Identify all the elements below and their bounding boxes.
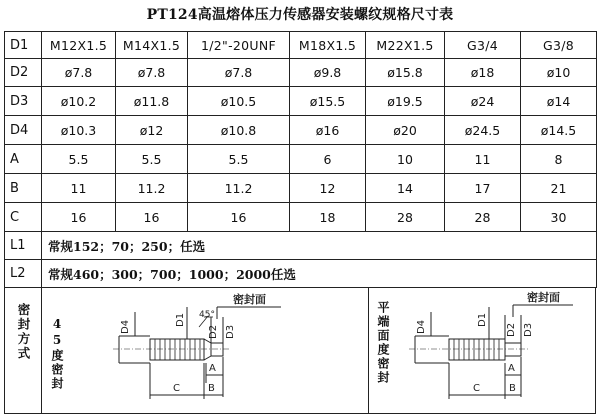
- table-cell: 11: [445, 145, 521, 174]
- table-cell: 12: [290, 174, 366, 203]
- table-cell: 17: [445, 174, 521, 203]
- table-cell: G3/4: [445, 32, 521, 59]
- table-cell: ø24: [445, 87, 521, 116]
- seal-45-label: 45度密封: [50, 317, 64, 391]
- dim-label: A: [209, 363, 216, 374]
- dim-label: D3: [523, 322, 534, 337]
- table-cell: 30: [521, 203, 597, 232]
- table-cell: ø14.5: [521, 116, 597, 145]
- table-cell: ø11.8: [116, 87, 188, 116]
- table-cell: M22X1.5: [366, 32, 445, 59]
- seal-flat-label: 平端面度密封: [376, 301, 390, 385]
- table-row: [5, 203, 597, 232]
- table-cell: ø18: [445, 59, 521, 87]
- table-cell: ø10.3: [42, 116, 116, 145]
- dim-label: D1: [175, 312, 186, 327]
- table-cell: ø19.5: [366, 87, 445, 116]
- table-cell: ø12: [116, 116, 188, 145]
- row-header: D2: [5, 59, 42, 87]
- table-cell: 5.5: [188, 145, 290, 174]
- table-cell: M14X1.5: [116, 32, 188, 59]
- note-row: [5, 232, 597, 260]
- row-header: C: [5, 203, 42, 232]
- table-cell: ø10.2: [42, 87, 116, 116]
- row-header: D3: [5, 87, 42, 116]
- spec-table: [4, 31, 597, 288]
- dim-label: A: [508, 363, 515, 374]
- seal-section: [4, 287, 596, 414]
- divider: [368, 287, 369, 414]
- table-cell: ø20: [366, 116, 445, 145]
- table-cell: 1/2"-20UNF: [188, 32, 290, 59]
- table-cell: ø24.5: [445, 116, 521, 145]
- dim-label: B: [509, 383, 516, 394]
- table-cell: ø7.8: [188, 59, 290, 87]
- seal-flat-drawing: [405, 287, 595, 414]
- angle-label: 45°: [199, 310, 215, 320]
- note-row: [5, 260, 597, 288]
- row-header: D4: [5, 116, 42, 145]
- dim-label: D4: [120, 319, 131, 334]
- table-cell: 6: [290, 145, 366, 174]
- table-cell: 28: [445, 203, 521, 232]
- table-cell: 28: [366, 203, 445, 232]
- row-header: D1: [5, 32, 42, 59]
- table-row: [5, 59, 597, 87]
- table-cell: ø7.8: [116, 59, 188, 87]
- table-cell: 10: [366, 145, 445, 174]
- table-cell: ø16: [290, 116, 366, 145]
- table-cell: M18X1.5: [290, 32, 366, 59]
- table-row: [5, 116, 597, 145]
- table-cell: 8: [521, 145, 597, 174]
- table-cell: G3/8: [521, 32, 597, 59]
- table-row: [5, 32, 597, 59]
- table-cell: 5.5: [116, 145, 188, 174]
- table-row: [5, 87, 597, 116]
- dim-label: D2: [208, 324, 219, 339]
- table-cell: 11: [42, 174, 116, 203]
- table-cell: 18: [290, 203, 366, 232]
- divider: [41, 287, 42, 414]
- dim-label: D2: [506, 322, 517, 337]
- dim-label: D4: [416, 319, 427, 334]
- dim-label: B: [208, 383, 215, 394]
- dim-label: C: [173, 383, 180, 394]
- table-row: [5, 174, 597, 203]
- dim-label: D3: [225, 324, 236, 339]
- row-header: L2: [5, 260, 42, 288]
- note-text: 常规460；300；700；1000；2000任选: [42, 260, 597, 288]
- seal-method-label: 密封方式: [16, 303, 31, 361]
- table-row: [5, 145, 597, 174]
- table-cell: ø10.5: [188, 87, 290, 116]
- table-cell: ø15.5: [290, 87, 366, 116]
- dim-label: D1: [477, 312, 488, 327]
- table-cell: ø10: [521, 59, 597, 87]
- table-cell: 5.5: [42, 145, 116, 174]
- table-cell: 11.2: [188, 174, 290, 203]
- table-cell: 16: [188, 203, 290, 232]
- seal-face-label: 密封面: [233, 293, 266, 306]
- table-cell: ø10.8: [188, 116, 290, 145]
- row-header: A: [5, 145, 42, 174]
- seal-45-drawing: [105, 287, 335, 414]
- table-cell: ø9.8: [290, 59, 366, 87]
- page-title: PT124高温熔体压力传感器安装螺纹规格尺寸表: [146, 7, 454, 23]
- row-header: L1: [5, 232, 42, 260]
- table-cell: ø7.8: [42, 59, 116, 87]
- table-cell: 21: [521, 174, 597, 203]
- table-cell: 16: [42, 203, 116, 232]
- note-text: 常规152；70；250；任选: [42, 232, 597, 260]
- table-cell: 14: [366, 174, 445, 203]
- row-header: B: [5, 174, 42, 203]
- table-cell: 11.2: [116, 174, 188, 203]
- table-cell: M12X1.5: [42, 32, 116, 59]
- table-cell: ø15.8: [366, 59, 445, 87]
- dim-label: C: [473, 383, 480, 394]
- seal-face-label: 密封面: [527, 291, 560, 304]
- table-cell: 16: [116, 203, 188, 232]
- table-cell: ø14: [521, 87, 597, 116]
